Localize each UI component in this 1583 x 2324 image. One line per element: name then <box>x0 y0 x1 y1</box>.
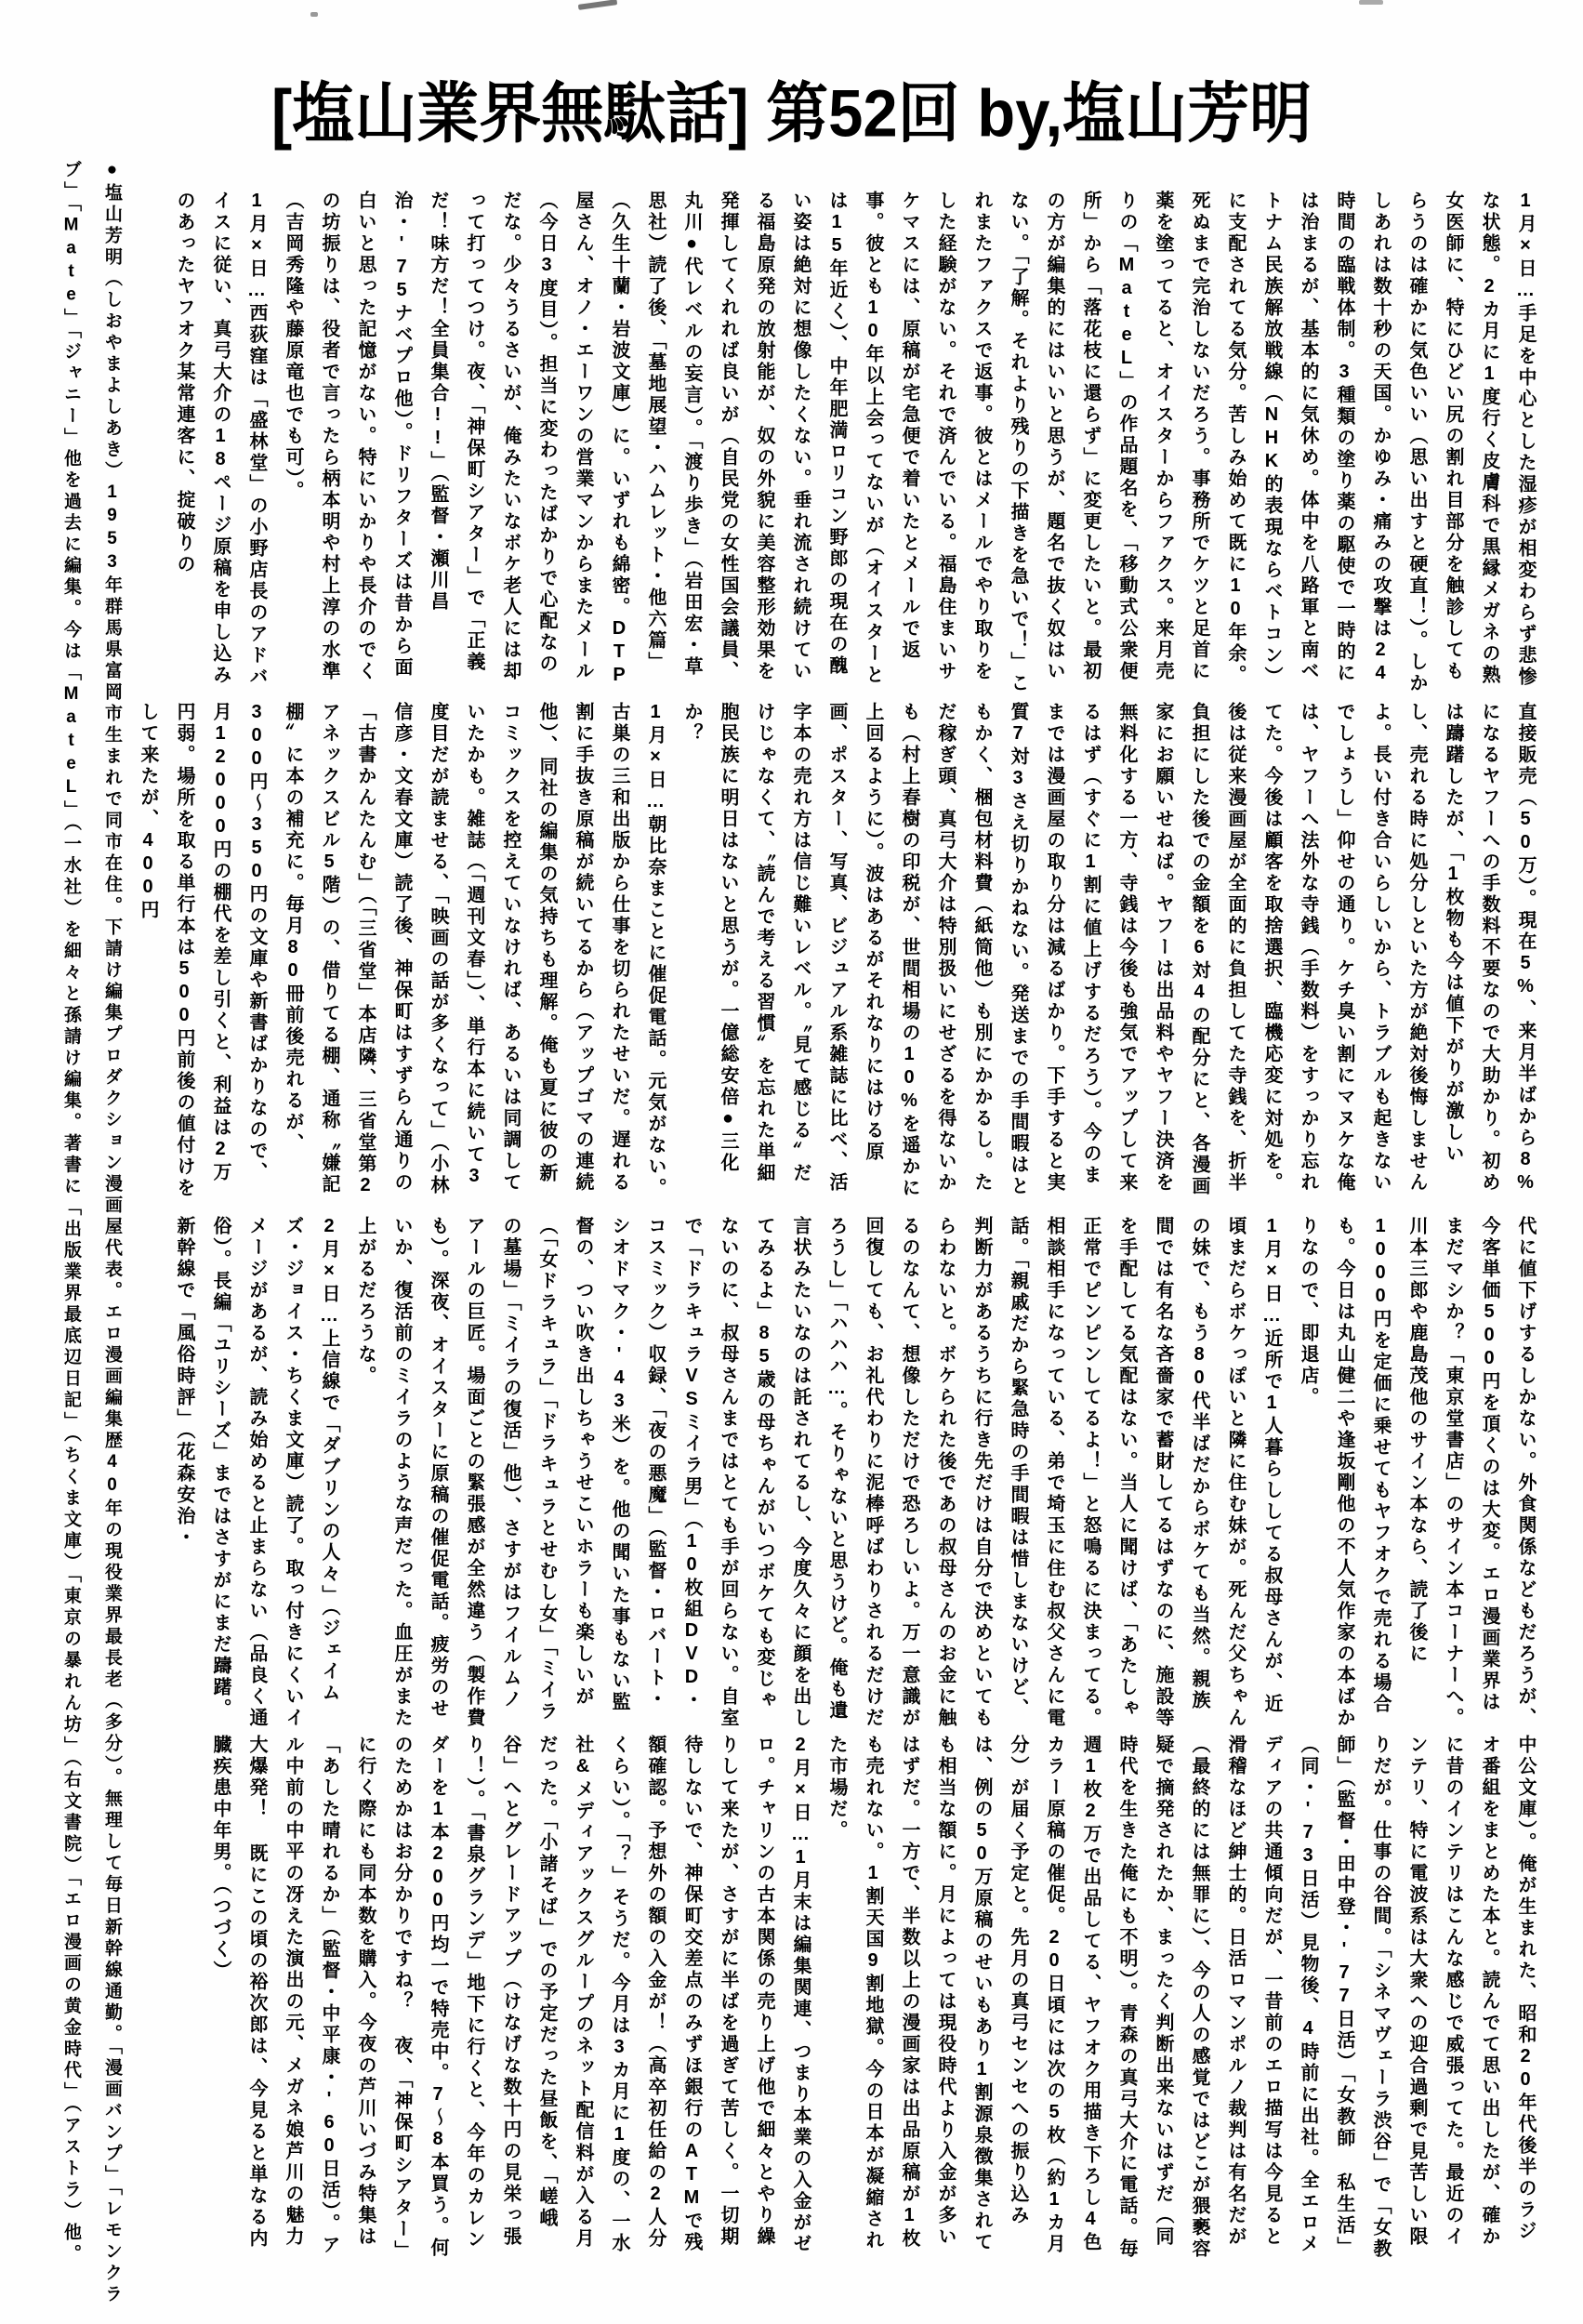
diary-band-3 <box>130 1216 1543 1729</box>
diary-paragraph: 代に値下げするしかない。外食関係などもだろうが、今客単価500円を頂くのは大変。エロ漫画業界はまだマシか？「東京堂書店」のサイン本コーナーへ。川本三郎や鹿島茂他のサイン本なら、読了後に1000円を定価に乗せてもヤフオクで売れる場合も。今日は丸山健二や逢坂剛他の不人気作家の本ばかりなので、即退店。 <box>1298 1216 1536 1729</box>
diary-paragraph: 2月×日…1月末は編集関連、つまり本業の入金がゼロ。チャリンの古本関係の売り上げ他で細々とやり繰りして来たが、さすがに半ばを過ぎて苦しく。一切期待しないで、神保町交差点のみずほ銀行のATMで残額確認。予想外の額の入金が！（高卒初任給の2人分くらい）。「？」そうだ。今月は3カ月に1度の、一水社&メディアックスグループのネット配信料が入る月だった。「小諸そば」での予定だった昼飯を、「嵯峨谷」へとグレードアップ（けなげな数十円の見栄っ張り！）。「書泉グランデ」地下に行くと、今年のカレンダーを1本200円均一で特売中。7～8本買う。何のためかはお分かりですね？ 夜、「神保町シアター」に行く際にも同本数を購入。今夜の芦川いづみ特集は「あした晴れるか」（監督・中平康・'60日活）。アル中前の中平の冴えた演出の元、メガネ娘芦川の魅力大爆発！ 既にこの頃の裕次郎は、今見ると単なる内臓疾患中年男。（つづく） <box>210 1735 811 2259</box>
diary-band-1 <box>130 191 1543 694</box>
diary-paragraph: 1月×日…手足を中心とした湿疹が相変わらず悲惨な状態。2カ月に1度行く皮膚科で黒縁メガネの熟女医師に、特にひどい尻の割れ目部分を触診してもらうのは確かに気色いい（思い出すと硬直！）。しかしあれは数十秒の天国。かゆみ・痛みの攻撃は24時間の臨戦体制。3種類の塗り薬の駆使で一時的には治まるが、基本的に気休め。体中を八路軍と南ベトナム民族解放戦線（NHK的表現ならベトコン）に支配されてる気分。苦しみ始めて既に10年余。死ぬまで完治しないだろう。事務所でケツと足首に薬を塗ってると、オイスターからファクス。来月売りの「MateL」の作品題名を、「移動式公衆便所」から「落花枝に還らず」に変更したいと。最初の方が編集的にはいいと思うが、題名で抜く奴はいない。「了解。それより残りの下描きを急いで！」これまたファクスで返事。彼とはメールでやり取りをした経験がない。それで済んでいる。福島住まいサケマスには、原稿が宅急便で着いたとメールで返事。彼とも10年以上会ってないが（オイスターとは15年近く）、中年肥満ロリコン野郎の現在の醜い姿は絶対に想像したくない。垂れ流され続けている福島原発の放射能が、奴の外貌に美容整形効果を発揮してくれれば良いが（自民党の女性国会議員、丸川●代レベルの妄言）。「渡り歩き」（岩田宏・草思社）読了後、「墓地展望・ハムレット・他六篇」（久生十蘭・岩波文庫）に。いずれも綿密。DTP屋さん、オノ・エーワンの営業マンからまたメール（今日3度目）。担当に変わったばかりで心配なのだな。少々うるさいが、俺みたいなボケ老人には却って打ってつけ。夜、「神保町シアター」で「正義だ！味方だ！全員集合!!」（監督・瀬川昌治・'75ナベプロ他）。ドリフターズは昔から面白いと思った記憶がない。特にいかりや長介のでくの坊振りは、役者で言ったら柄本明や村上淳の水準（吉岡秀隆や藤原竜也でも可）。 <box>283 191 1536 694</box>
diary-paragraph: 直接販売（50万）。現在5%、来月半ばから8%になるヤフーへの手数料不要なので大助かり。初めは躊躇したが、「1枚物も今は値下がりが激しいし、売れる時に処分しといた方が絶対後悔しませんよ。長い付き合いらしいから、トラブルも起きないでしょうし」仰せの通り。ケチ臭い割にマヌケな俺は、ヤフーへ法外な寺銭（手数料）をすっかり忘れてた。今後は顧客を取捨選択、臨機応変に対処を。後は従来漫画屋が全面的に負担してた寺銭を、折半負担にした後での金額を6対4の配分にと、各漫画家にお願いせねば。ヤフーは出品料やヤフー決済を無料化する一方、寺銭は今後も強気でアップして来るはず（すぐに1割に値上げするだろう）。今のままでは漫画屋の取り分は減るばかり。下手すると実質7対3さえ切りかねない。発送までの手間暇はともかく、梱包材料費（紙筒他）も別にかかるし。ただ稼ぎ頭、真弓大介は特別扱いにせざるを得ないかも（村上春樹の印税が、世間相場の10%を遥かに上回るように）。波はあるがそれなりにはける原画、ポスター、写真、ビジュアル系雑誌に比べ、活字本の売れ方は信じ難いレベル。〝見て感じる〟だけじゃなくて、〝読んで考える習慣〟を忘れた単細胞民族に明日はないと思うが。一億総安倍●三化か？ <box>681 702 1536 1199</box>
scan-artifact <box>310 12 318 17</box>
diary-paragraph: 中公文庫）。俺が生まれた、昭和20年代後半のラジオ番組をまとめた本と。読んでて思い出したが、確かに昔のインテリはこんな感じで威張ってた。最近のインテリ、特に電波系は大衆への迎合過剰で見苦しい限りだが。仕事の谷間。「シネマヴェーラ渋谷」で「女教師」（監督・田中登・'77日活）「女教師 私生活」（同・'73日活）見物後、4時前に出社。全エロメディアの共通傾向だが、一昔前のエロ描写は今見ると滑稽なほど紳士的。日活ロマンポルノ裁判は有名だが（最終的には無罪に）、今の人の感覚ではどこが猥褻容疑で摘発されたか、まったく判断出来ないはずだ（同時代を生きた俺にも不明）。青森の真弓大介に電話。毎週1枚2万で出品してる、ヤフオク用描き下ろし4色カラー原稿の催促。20日頃には次の5枚（約1カ月分）が届く予定と。先月の真弓センセへの振り込みは、例の50万原稿のせいもあり1割源泉徴集されても相当な額に。月によっては現役時代より入金が多いはずだ。一方で、半数以上の漫画家は出品原稿が1枚も売れない。1割天国9割地獄。今の日本が凝縮された市場だ。 <box>826 1735 1536 2260</box>
diary-band-4 <box>130 1735 1543 2261</box>
diary-paragraph: 1月×日…近所で1人暮らししてる叔母さんが、近頃まだらボケっぽいと隣に住む妹が。死んだ父ちゃんの妹で、もう80代半ばだからボケても当然。親族間では有名な吝嗇家で蓄財してるはずなのに、施設等を手配してる気配はない。当人に聞けば、「あたしゃ正常でピンピンしてるよ！」と怒鳴るに決まってる。相談相手になっている、弟で埼玉に住む叔父さんに電話。「親戚だから緊急時の手間暇は惜しまないけど、判断力があるうちに行き先だけは自分で決めといてもらわないと。ボケられた後であの叔母さんのお金に触るのなんて、想像しただけで恐ろしいよ。万一意識が回復しても、お礼代わりに泥棒呼ばわりされるだけだろうし」「ハハハ…。そりゃないと思うけど。俺も遺言状みたいなのは託されてるし、今度久々に顔を出してみるよ」85歳の母ちゃんがいつボケても変じゃないのに、叔母さんまではとても手が回らない。自室で「ドラキュラVSミイラ男」（10枚組DVD・コスミック）収録、「夜の悪魔」（監督・ロバート・シオドマク・'43米）を。他の聞いた事もない監督の、つい吹き出しちゃうせこいホラーも楽しいが（「女ドラキュラ」「ドラキュラとせむし女」「ミイラの墓場」「ミイラの復活」他）、さすがはフイルムノアールの巨匠。場面ごとの緊張感が全然違う（製作費も）。深夜、オイスターに原稿の催促電話。疲労のせいか、復活前のミイラのような声だった。血圧がまた上がるだろうな。 <box>355 1216 1282 1729</box>
page-title: [塩山業界無駄話] 第52回 by,塩山芳明 <box>270 76 1313 152</box>
diary-band-2 <box>130 702 1543 1204</box>
scan-artifact <box>578 0 617 10</box>
diary-paragraph: 2月×日…上信線で「ダブリンの人々」（ジェイムズ・ジョイス・ちくま文庫）読了。取っ付きにくいイメージがあるが、読み始めると止まらない（品良く通俗）。長編「ユリシーズ」まではさすがにまだ躊躇。新幹線で「風俗時評」（花森安治・ <box>174 1216 339 1729</box>
scan-artifact <box>1359 0 1383 5</box>
diary-paragraph: 1月×日…朝比奈まことに催促電話。元気がない。古巣の三和出版から仕事を切られたせいだ。遅れる割に手抜き原稿が続いてるから（アップゴマの連続他）、同社の編集の気持ちも理解。俺も夏に彼の新コミックスを控えていなければ、あるいは同調していたかも。雑誌（「週刊文春」）、単行本に続いて3度目だが読ませる、「映画の話が多くなって」（小林信彦・文春文庫）読了後、神保町はすずらん通りの「古書かんたんむ」（「三省堂」本店隣、三省堂第2アネックスビル5階）の、借りてる棚、通称〝嫌記棚〟に本の補充に。毎月80冊前後売れるが、300円～350円の文庫や新書ばかりなので、月12000円の棚代を差し引くと、利益は2万円弱。場所を取る単行本は500円前後の値付けをして来たが、400円 <box>138 702 666 1199</box>
diary-paragraph: 1月×日…西荻窪は「盛林堂」の小野店長のアドバイスに従い、真弓大介の18ページ原稿を申し込みのあったヤフオク某常連客に、掟破りの <box>174 191 267 688</box>
author-profile: ●塩山芳明（しおやまよしあき）1953年群馬県富岡市生まれで同市在住。下請け編集プロダクション漫画屋代表。エロ漫画編集歴40年の現役業界最長老（多分）。無理して毎日新幹線通勤。「漫画バンプ」「レモンクラブ」「Mate」「ジャニー」他を過去に編集。今は「MateL」（一水社）を細々と孫請け編集。著書に「出版業界最底辺日記」（ちくま文庫）「東京の暴れん坊」（右文書院）「エロ漫画の黄金時代」（アストラ）他。 <box>61 160 122 2306</box>
